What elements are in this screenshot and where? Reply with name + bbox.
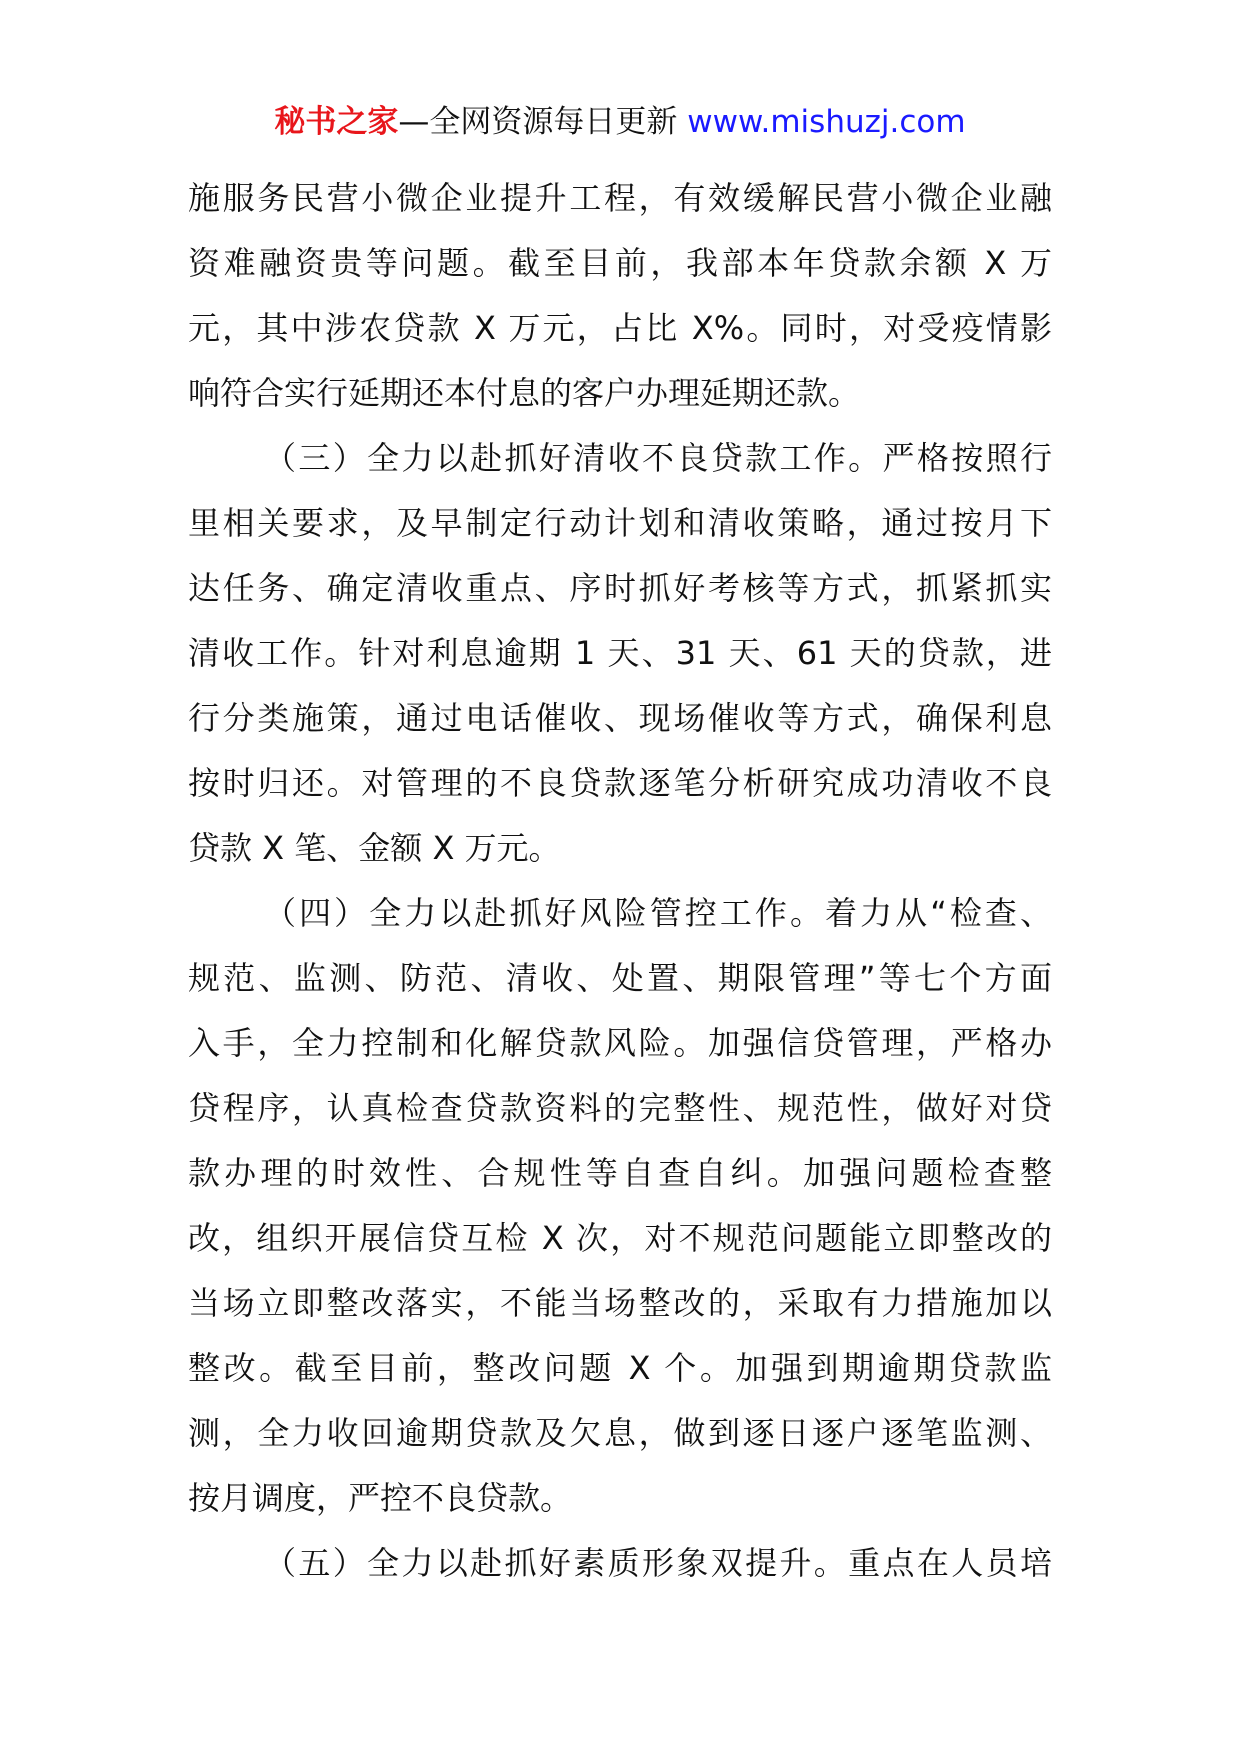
text-line: 响符合实行延期还本付息的客户办理延期还款。 xyxy=(188,374,861,412)
text-line: 达任务、确定清收重点、序时抓好考核等方式，抓紧抓实 xyxy=(188,569,1052,607)
text-line: 贷程序，认真检查贷款资料的完整性、规范性，做好对贷 xyxy=(188,1089,1052,1127)
text-line: 整改。截至目前，整改问题 X 个。加强到期逾期贷款监 xyxy=(188,1349,1052,1387)
text-line: 入手，全力控制和化解贷款风险。加强信贷管理，严格办 xyxy=(188,1024,1052,1062)
text-line: 里相关要求，及早制定行动计划和清收策略，通过按月下 xyxy=(188,504,1052,542)
site-header xyxy=(0,100,1240,144)
text-line: 按时归还。对管理的不良贷款逐笔分析研究成功清收不良 xyxy=(188,764,1052,802)
site-brand: 秘书之家 xyxy=(274,104,399,140)
text-line: 按月调度，严控不良贷款。 xyxy=(188,1479,573,1517)
section-heading-line: （五）全力以赴抓好素质形象双提升。重点在人员培 xyxy=(264,1544,1052,1582)
text-line: 贷款 X 笔、金额 X 万元。 xyxy=(188,829,561,867)
text-line: 施服务民营小微企业提升工程，有效缓解民营小微企业融 xyxy=(188,179,1052,217)
text-line: 元，其中涉农贷款 X 万元，占比 X%。同时，对受疫情影 xyxy=(188,309,1052,347)
text-line: 行分类施策，通过电话催收、现场催收等方式，确保利息 xyxy=(188,699,1052,737)
text-line: 清收工作。针对利息逾期 1 天、31 天、61 天的贷款，进 xyxy=(188,634,1052,672)
section-heading-line: （三）全力以赴抓好清收不良贷款工作。严格按照行 xyxy=(264,439,1052,477)
text-line: 当场立即整改落实，不能当场整改的，采取有力措施加以 xyxy=(188,1284,1052,1322)
text-line: 款办理的时效性、合规性等自查自纠。加强问题检查整 xyxy=(188,1154,1052,1192)
document-body xyxy=(188,166,1052,1596)
text-line: 资难融资贵等问题。截至目前，我部本年贷款余额 X 万 xyxy=(188,244,1052,282)
text-line: 测，全力收回逾期贷款及欠息，做到逐日逐户逐笔监测、 xyxy=(188,1414,1052,1452)
site-url-link[interactable]: www.mishuzj.com xyxy=(687,104,966,140)
section-heading-line: （四）全力以赴抓好风险管控工作。着力从“检查、 xyxy=(264,894,1052,932)
text-line: 规范、监测、防范、清收、处置、期限管理”等七个方面 xyxy=(188,959,1052,997)
site-tagline: —全网资源每日更新 xyxy=(398,104,688,140)
text-line: 改，组织开展信贷互检 X 次，对不规范问题能立即整改的 xyxy=(188,1219,1052,1257)
